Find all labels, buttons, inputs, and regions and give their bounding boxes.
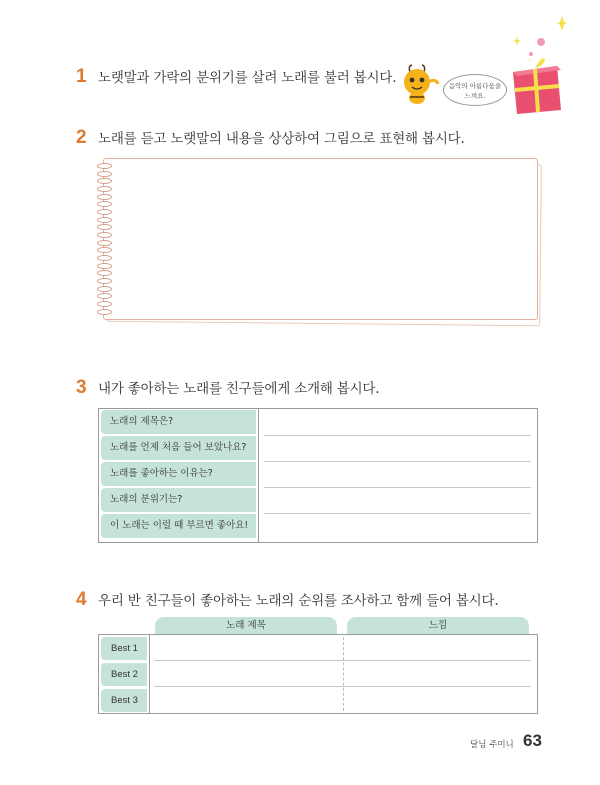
question-text: 노랫말과 가락의 분위기를 살려 노래를 불러 봅시다.: [98, 70, 397, 86]
footer-title: 달님 주미니: [470, 740, 514, 750]
table-row: [99, 487, 537, 513]
table-row: [99, 409, 537, 435]
row-label: 노래를 언제 처음 들어 보았나요?: [101, 436, 256, 460]
rank-label: Best 3: [101, 689, 147, 712]
question-text: 내가 좋아하는 노래를 친구들에게 소개해 봅시다.: [98, 381, 380, 397]
row-label: 이 노래는 이럴 때 부르면 좋아요!: [101, 514, 256, 538]
table-row: [99, 435, 537, 461]
song-ranking-table: [98, 634, 538, 714]
row-label: 노래의 분위기는?: [101, 488, 256, 512]
song-intro-table: [98, 408, 538, 543]
question-3: [76, 377, 379, 399]
question-number: 1: [76, 66, 87, 87]
question-number: 4: [76, 589, 87, 610]
answer-line[interactable]: [154, 660, 531, 661]
speech-bubble-line-1: 음악의 아름다움을: [448, 82, 502, 90]
question-2: [76, 127, 465, 149]
gift-box-icon: [505, 14, 567, 116]
speech-bubble: [443, 74, 507, 106]
answer-line[interactable]: [154, 686, 531, 687]
table-divider: [149, 635, 150, 713]
table-row: [99, 513, 537, 539]
question-text: 노래를 듣고 노랫말의 내용을 상상하여 그림으로 표현해 봅시다.: [98, 131, 465, 147]
question-number: 3: [76, 377, 87, 398]
question-1: [76, 66, 396, 88]
row-label: 노래의 제목은?: [101, 410, 256, 434]
question-number: 2: [76, 127, 87, 148]
column-divider: [343, 637, 344, 711]
speech-bubble-line-2: 느껴요.: [464, 92, 486, 100]
row-label: 노래를 좋아하는 이유는?: [101, 462, 256, 486]
question-text: 우리 반 친구들이 좋아하는 노래의 순위를 조사하고 함께 들어 봅시다.: [98, 593, 499, 609]
rank-label: Best 1: [101, 637, 147, 660]
drawing-area[interactable]: [103, 158, 538, 320]
page-number: 63: [523, 731, 542, 750]
bee-character-icon: [398, 64, 444, 108]
question-4: [76, 589, 498, 611]
table-row: [99, 461, 537, 487]
column-header-feeling: 느낌: [347, 617, 529, 635]
column-header-title: 노래 제목: [155, 617, 337, 635]
rank-label: Best 2: [101, 663, 147, 686]
spiral-binding: [97, 163, 113, 315]
